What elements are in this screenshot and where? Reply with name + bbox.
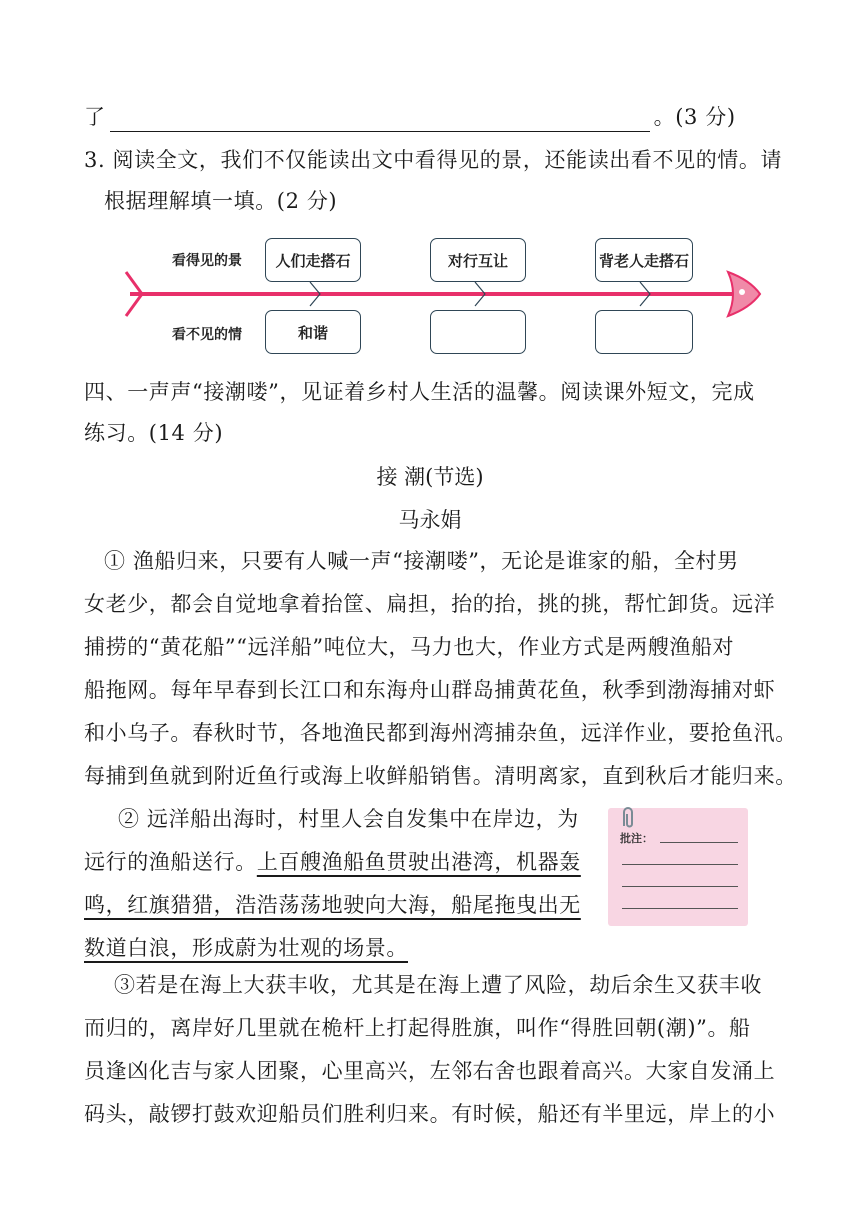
visible-box-1: 人们走搭石 (265, 238, 361, 282)
p1-line: ① 渔船归来，只要有人喊一声“接潮喽”，无论是谁家的船，全村男 (104, 549, 739, 573)
article-author: 马永娟 (398, 508, 462, 532)
fishbone-diagram (120, 230, 770, 360)
p2-line1: ② 远洋船出海时，村里人会自发集中在岸边，为 (118, 807, 579, 831)
row-label-invisible: 看不见的情 (172, 327, 242, 343)
spine-eye (739, 289, 745, 295)
p1-line: 和小乌子。春秋时节，各地渔民都到海州湾捕杂鱼，远洋作业，要抢鱼汛。 (84, 721, 797, 745)
answer-line-row (84, 102, 736, 132)
note-line[interactable] (622, 886, 738, 887)
paperclip-icon (616, 806, 640, 832)
section4-line2: 练习。(14 分) (84, 421, 224, 445)
p3-line: ③若是在海上大获丰收，尤其是在海上遭了风险，劫后余生又获丰收 (114, 973, 762, 997)
q3-line2: 根据理解填一填。(2 分) (104, 189, 338, 213)
p1-line: 捕捞的“黄花船”“远洋船”吨位大，马力也大，作业方式是两艘渔船对 (84, 635, 735, 659)
invisible-answer-box-3[interactable] (595, 310, 693, 354)
p2-line2-plain: 远行的渔船送行。 (84, 850, 257, 874)
row-label-visible: 看得见的景 (172, 253, 242, 269)
p3-line: 员逢凶化吉与家人团聚，心里高兴，左邻右舍也跟着高兴。大家自发涌上 (84, 1059, 776, 1083)
visible-box-2: 对行互让 (430, 238, 526, 282)
p2-underlined-text: 数道白浪，形成蔚为壮观的场景。 (84, 936, 408, 960)
p2-line2 (84, 847, 581, 877)
article-title: 接 潮(节选) (376, 465, 484, 489)
answer-blank[interactable] (110, 109, 650, 132)
note-line[interactable] (622, 864, 738, 865)
p3-line: 码头，敲锣打鼓欢迎船员们胜利归来。有时候，船还有半里远，岸上的小 (84, 1102, 776, 1126)
q2-prefix: 了 (84, 105, 106, 129)
p2-underlined-text: 上百艘渔船鱼贯驶出港湾，机器轰 (256, 850, 581, 874)
note-caption: 批注： (620, 832, 653, 845)
visible-box-3: 背老人走搭石 (595, 238, 693, 282)
note-line[interactable] (622, 908, 738, 909)
p1-line: 女老少，都会自觉地拿着抬筐、扁担，抬的抬，挑的挑，帮忙卸货。远洋 (84, 592, 776, 616)
q3-line1: 3. 阅读全文，我们不仅能读出文中看得见的景，还能读出看不见的情。请 (84, 148, 783, 172)
p1-line: 每捕到鱼就到附近鱼行或海上收鲜船销售。清明离家，直到秋后才能归来。 (84, 764, 797, 788)
q2-suffix: 。(3 分) (653, 105, 736, 129)
section4-line1: 四、一声声“接潮喽”，见证着乡村人生活的温馨。阅读课外短文，完成 (84, 380, 755, 404)
p1-line: 船拖网。每年早春到长江口和东海舟山群岛捕黄花鱼，秋季到渤海捕对虾 (84, 678, 776, 702)
invisible-answer-box-2[interactable] (430, 310, 526, 354)
p2-underlined-text: 鸣，红旗猎猎，浩浩荡荡地驶向大海，船尾拖曳出无 (84, 893, 581, 917)
annotation-note (608, 808, 748, 926)
note-line[interactable] (660, 842, 738, 843)
p3-line: 而归的，离岸好几里就在桅杆上打起得胜旗，叫作“得胜回朝(潮)”。船 (84, 1016, 751, 1040)
invisible-box-1: 和谐 (265, 310, 361, 354)
